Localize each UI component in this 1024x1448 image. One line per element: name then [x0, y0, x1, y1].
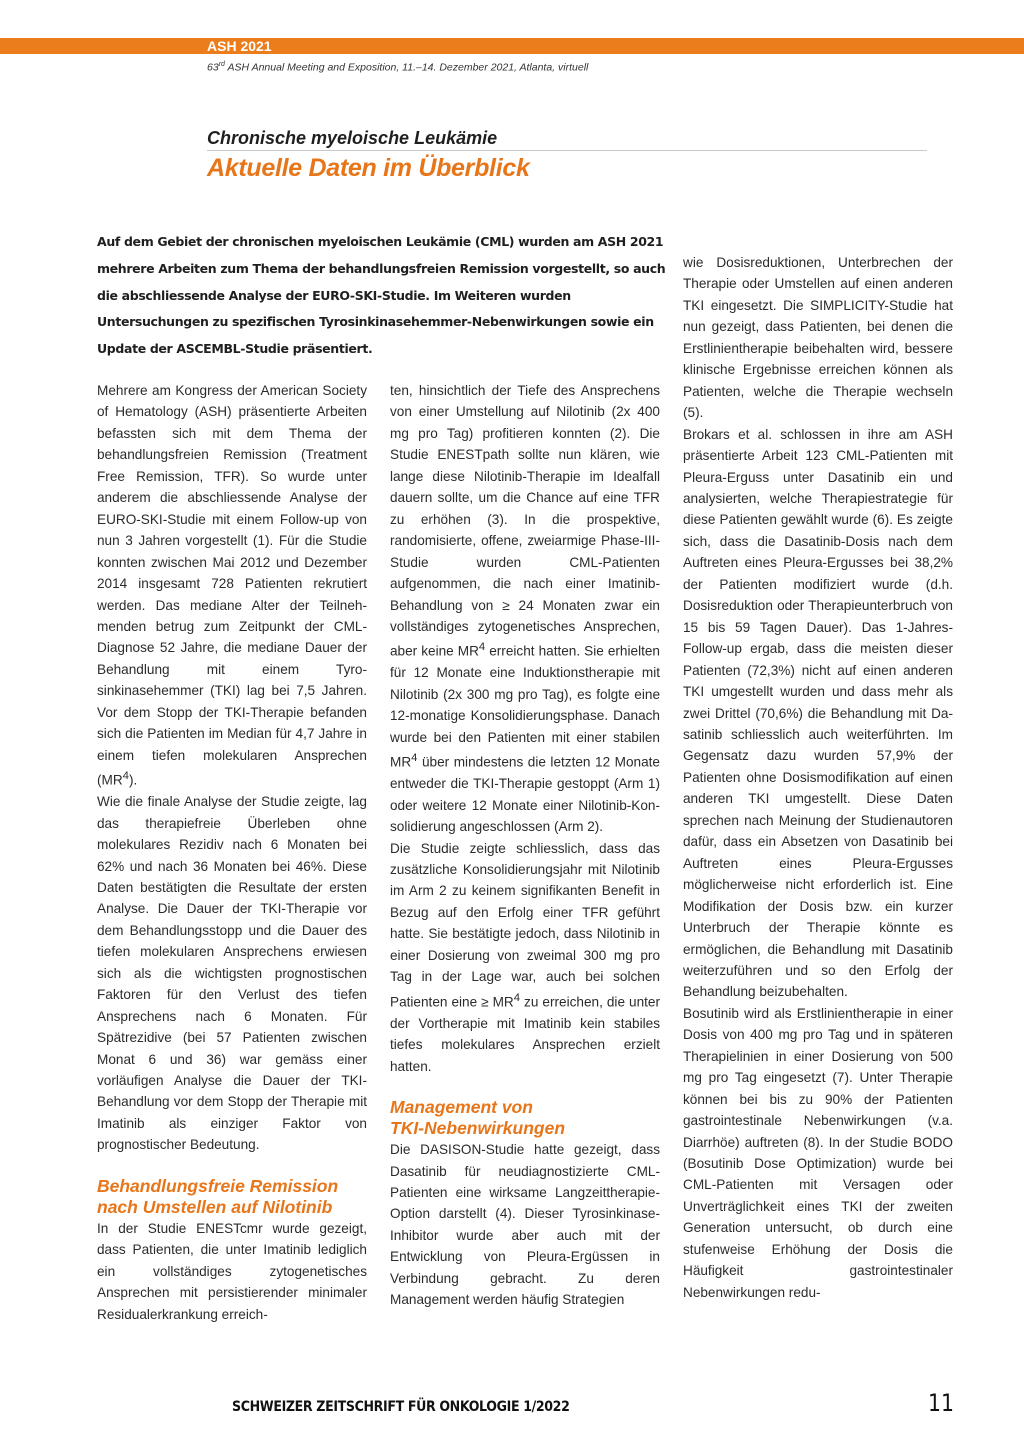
superscript: 4 — [122, 770, 129, 783]
section-heading — [97, 1176, 367, 1218]
page-number: 11 — [928, 1389, 954, 1417]
paragraph-text: ). — [128, 772, 138, 788]
text-column-3 — [683, 252, 953, 1303]
section-heading-line: nach Umstellen auf Nilotinib — [97, 1196, 333, 1217]
article-kicker: Chronische myeloische Leukämie — [207, 128, 498, 148]
kicker-divider — [207, 150, 927, 151]
congress-subtitle — [207, 61, 588, 74]
section-heading-line: Behandlungsfreie Remission — [97, 1175, 339, 1196]
article-title: Aktuelle Daten im Überblick — [207, 154, 530, 182]
body-paragraph: Bosutinib wird als Erstlinientherapie in einer Dosis von 400 mg pro Tag und in späteren Therapielinien in einer Dosierung von 500 mg pro Tag eingesetzt (7). Unter Therapie können bei bis zu 90% der Patienten gastrointestinale Nebenwirkungen (v.a. Diarrhöe) auftreten (8). In der Studie BODO (Bosutinib Dose Optimization) wurde bei CML-Patienten mit Versagen oder Unverträglichkeit eines TKI der zweiten Generation untersucht, ob durch eine stufenweise Erhöhung der Dosis die Häufigkeit gastrointestinaler Nebenwirkungen redu- — [683, 1005, 953, 1300]
body-paragraph: Die DASISON-Studie hatte gezeigt, dass Dasatinib für neudiagnostizierte CML-Patienten eine wirksame Langzeittherapie-Option darstellt (4). Dieser Tyrosinkinase-Inhibitor wurde aber auch mit der Entwicklung von Pleura-Ergüssen in Verbindung gebracht. Zu deren Management werden häufig Strategien — [390, 1142, 660, 1308]
superscript: 4 — [478, 641, 486, 654]
paragraph-text: über mindestens die letzten 12 Monate entweder die TKI-Therapie gestoppt (Arm 1) oder weitere 12 Monate einer Nilotinib-Konsolidierung angeschlossen (Arm 2). — [390, 754, 660, 835]
congress-details: ASH Annual Meeting and Exposition, 11.–14. Dezember 2021, Atlanta, virtuell — [224, 61, 589, 74]
paragraph-text: Die Studie zeigte schliesslich, dass das zusätzliche Konsolidierungsjahr mit Nilotinib im Arm 2 zu keinem signifikanten Benefit in Bezug auf den Erfolg einer TFR geführt hatte. Sie bestätigte jedoch, dass Nilotinib in einer Dosierung von zweimal 300 mg pro Tag in der Lage war, auch bei solchen Patienten eine ≥ MR — [390, 840, 660, 1010]
body-paragraph: Brokars et al. schlossen in ihre am ASH präsentierte Arbeit 123 CML-Patienten mit Pleura-Erguss unter Dasatinib ein und analysierten, welche Therapiestrategie für diese Patienten gewählt wurde (6). Es zeigte sich, dass die Dasatinib-Dosis nach dem Auftreten eines Pleura-Ergusses bei 38,2% der Patienten modifiziert wurde (d.h. Dosisreduktion oder Therapieunterbruch von 15 bis 59 Tagen Dauer). Das 1-Jahres-Follow-up ergab, dass die meisten dieser Patienten (72,3%) nicht auf einen anderen TKI umgestellt wurden und dass mehr als zwei Drittel (70,6%) die Behandlung mit Dasatinib schliesslich auch weiterführten. Im Gegensatz dazu wurden 57,9% der Patienten ohne Dosismodifikation auf einen anderen TKI umgestellt. Diese Daten sprechen nach Meinung der Studienautoren dafür, dass ein Absetzen von Dasatinib bei Auftreten eines Pleura-Ergusses möglicherweise nicht erforderlich ist. Eine Modifikation der Dosis bzw. ein kurzer Unterbruch der Therapie könnte es ermöglichen, die Behandlung mit Dasatinib weiterzuführen und so den Erfolg der Behandlung beizubehalten. — [683, 426, 953, 1000]
spacer — [97, 1156, 367, 1176]
journal-footer: SCHWEIZER ZEITSCHRIFT FÜR ONKOLOGIE 1/2022 — [232, 1399, 570, 1415]
text-column-2 — [390, 380, 660, 1311]
body-paragraph — [390, 380, 660, 838]
text-column-1 — [97, 380, 367, 1325]
paragraph-text: ten, hinsichtlich der Tiefe des Ansprechens von einer Umstellung auf Nilotinib (2x 400 mg pro Tag) profitieren konnten (2). Die Studie ENESTpath sollte nun klären, wie lange diese Nilotinib-Therapie im Idealfall dauern sollte, um die Chance auf eine TFR zu erhöhen (3). In die prospektive, randomisierte, offene, zweiarmige Phase-III-Studie wurden CML-Patienten aufgenommen, die nach einer Imatinib-Behandlung von ≥ 24 Monaten zwar ein vollständiges zytogenetisches Ansprechen, aber keine MR — [390, 383, 660, 659]
body-paragraph — [97, 380, 367, 791]
congress-title: ASH 2021 — [207, 38, 272, 54]
article-lead: Auf dem Gebiet der chronischen myeloischen Leukämie (CML) wurden am ASH 2021 mehrere Arbeiten zum Thema der behandlungsfreien Remission vorgestellt, so auch die abschliessende Analyse der EURO-SKI-Studie. Im Weiteren wurden Untersuchungen zu spezifischen Tyrosinkinasehemmer-Nebenwirkungen sowie ein Update der ASCEMBL-Studie präsentiert. — [97, 234, 666, 357]
congress-ordinal-suffix: rd — [218, 61, 225, 68]
section-heading-line: TKI-Nebenwirkungen — [390, 1118, 566, 1139]
body-paragraph: In der Studie ENESTcmr wurde gezeigt, dass Patienten, die unter Imatinib lediglich ein vollständiges zytogenetisches Ansprechen mit persistierender minimaler Residualerkrankung erreich- — [97, 1220, 367, 1322]
spacer — [390, 1077, 660, 1097]
congress-ordinal: 63 — [207, 61, 219, 74]
paragraph-text: zu erreichen, die unter der Vortherapie mit Imatinib kein stabiles tiefes molekulares Ansprechen erzielt hatten. — [390, 994, 660, 1074]
section-heading — [390, 1097, 660, 1139]
body-paragraph: wie Dosisreduktionen, Unterbrechen der Therapie oder Umstellen auf einen anderen TKI eingesetzt. Die SIMPLICITY-Studie hat nun gezeigt, dass Patienten, bei denen die Erstlinientherapie beibehalten wird, bessere klinische Ergebnisse erreichen können als Patienten, welche die Therapie wechseln (5). — [683, 255, 953, 421]
paragraph-text: erreicht hatten. Sie erhielten für 12 Monate eine Induktionstherapie mit Nilotinib (2x 300 mg pro Tag), es folgte eine 12-monatige Konsolidierungsphase. Danach wurde bei den Patienten mit einer stabilen MR — [390, 643, 660, 770]
paragraph-text: Mehrere am Kongress der American Society of Hematology (ASH) präsentierte Arbeiten befassten sich mit dem Thema der behandlungsfreien Remission (Treatment Free Remission, TFR). So wurde unter anderem die abschliessende Analyse der EURO-SKI-Studie mit einem Follow-up von nun 3 Jahren vorgestellt (1). Für die Studie konnten zwischen Mai 2012 und Dezember 2014 insgesamt 728 Patienten rekrutiert werden. Das mediane Alter der Teilnehmenden betrug zum Zeitpunkt der CML-Diagnose 52 Jahre, die mediane Dauer der Behandlung mit einem Tyrosinkinasehemmer (TKI) lag bei 7,5 Jahren. Vor dem Stopp der TKI-Therapie befanden sich die Patienten im Median für 4,7 Jahre in einem tiefen molekularen Ansprechen (MR — [97, 383, 367, 788]
superscript: 4 — [513, 991, 521, 1004]
body-paragraph: Wie die finale Analyse der Studie zeigte, lag das therapiefreie Überleben ohne molekulares Rezidiv nach 6 Monaten bei 62% und nach 36 Monaten bei 46%. Diese Daten bestätigten die Resultate der ersten Analyse. Die Dauer der TKI-Therapie vor dem Behandlungsstopp und die Dauer des tiefen molekularen Ansprechens erwiesen sich als die wichtigsten prognostischen Faktoren für den Verlust des tiefen Ansprechens nach 6 Monaten. Für Spätrezidive (bei 57 Patienten zwischen Monat 6 und 36) war gemäss einer vorläufigen Analyse die Dauer der TKI-Behandlung vor dem Stopp der Therapie mit Imatinib als einziger Faktor von prognostischer Bedeutung. — [97, 794, 367, 1153]
superscript: 4 — [411, 752, 418, 765]
body-paragraph — [390, 838, 660, 1078]
header-bar — [0, 38, 1024, 54]
section-heading-line: Management von — [390, 1097, 533, 1118]
